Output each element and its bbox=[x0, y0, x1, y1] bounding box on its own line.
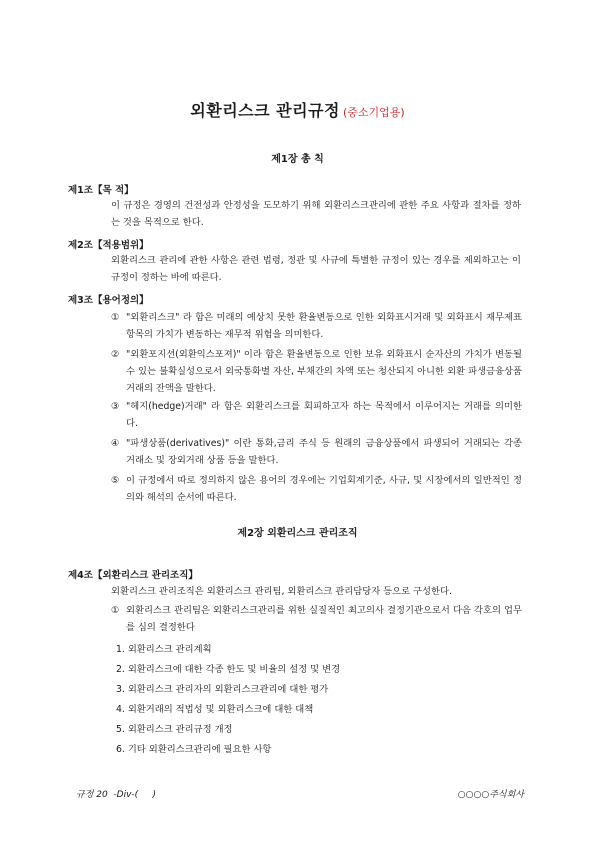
article-1-heading: 제1조【목 적】 bbox=[68, 185, 134, 196]
article-2-heading: 제2조【적용범위】 bbox=[68, 240, 149, 251]
document-subtitle: (중소기업용) bbox=[342, 106, 405, 119]
item-number: ③ bbox=[111, 401, 120, 412]
article-3-heading: 제3조【용어정의】 bbox=[68, 295, 149, 306]
article-1-body: 이 규정은 경영의 건전성과 안정성을 도모하기 위해 외환리스크관리에 관한 주요 사항과 절차를 정하는 것을 목적으로 한다. bbox=[111, 200, 521, 228]
article-4-heading: 제4조【외환리스크 관리조직】 bbox=[68, 570, 198, 581]
article-4-intro: 외환리스크 관리조직은 외환리스크 관리팀, 외환리스크 관리담당자 등으로 구성한다. bbox=[111, 586, 452, 597]
footer-company: ○○○○주식회사 bbox=[457, 790, 524, 800]
article-2-body: 외환리스크 관리에 관한 사항은 관련 법령, 정관 및 사규에 특별한 규정이 있는 경우를 제외하고는 이 규정이 정하는 바에 따른다. bbox=[111, 255, 521, 283]
list-item: 4. 외환거래의 적법성 및 외환리스크에 대한 대책 bbox=[116, 704, 314, 715]
item-number: ② bbox=[111, 349, 120, 360]
item-text: "파생상품(derivatives)" 이란 통화,금리 주식 등 원래의 금융상품에서 파생되어 거래되는 각종 거래소 및 장외거래 상품 등을 말한다. bbox=[126, 438, 522, 466]
item-number: ④ bbox=[111, 438, 120, 449]
item-text: 이 규정에서 따로 정의하지 않은 용어의 경우에는 기업회계기준, 사규, 및 시장에서의 일반적인 정의와 해석의 순서에 따른다. bbox=[126, 475, 522, 503]
item-text: "헤지(hedge)거래" 라 함은 외환리스크를 회피하고자 하는 목적에서 이루어지는 거래를 의미한다. bbox=[126, 401, 522, 429]
list-item: 6. 기타 외환리스크관리에 필요한 사항 bbox=[116, 744, 272, 755]
chapter-1-heading: 제1장 총 칙 bbox=[271, 154, 324, 165]
footer-doc-code: 규정 20 -Div-( ) bbox=[76, 790, 157, 800]
document-title: 외환리스크 관리규정 bbox=[190, 101, 340, 120]
list-item: 5. 외환리스크 관리규정 개정 bbox=[116, 724, 233, 735]
list-item: 2. 외환리스크에 대한 각종 한도 및 비율의 설정 및 변경 bbox=[116, 664, 341, 675]
item-number: ① bbox=[111, 605, 120, 616]
item-number: ⑤ bbox=[111, 475, 120, 486]
item-text: "외환포지션(외환익스포져)" 이라 함은 환율변동으로 인한 보유 외화표시 순자산의 가치가 변동될 수 있는 불확실성으로서 외국통화별 자산, 부채간의 차액 또는 청산되지 아니한 외환 파생금융상품거래의 잔액을 말한다. bbox=[126, 349, 522, 394]
chapter-2-heading: 제2장 외환리스크 관리조직 bbox=[237, 528, 358, 539]
item-text: "외환리스크" 라 함은 미래의 예상치 못한 환율변동으로 인한 외화표시거래 및 외화표시 재무제표 항목의 가치가 변동하는 재무적 위험을 의미한다. bbox=[126, 312, 522, 340]
list-item: 3. 외환리스크 관리자의 외환리스크관리에 대한 평가 bbox=[116, 684, 329, 695]
title-line bbox=[0, 98, 595, 121]
list-item: 1. 외환리스크 관리계획 bbox=[116, 644, 212, 655]
item-text: 외환리스크 관리팀은 외환리스크관리를 위한 실질적인 최고의사 결정기관으로서 다음 각호의 업무를 심의 결정한다 bbox=[126, 605, 522, 633]
item-number: ① bbox=[111, 312, 120, 323]
